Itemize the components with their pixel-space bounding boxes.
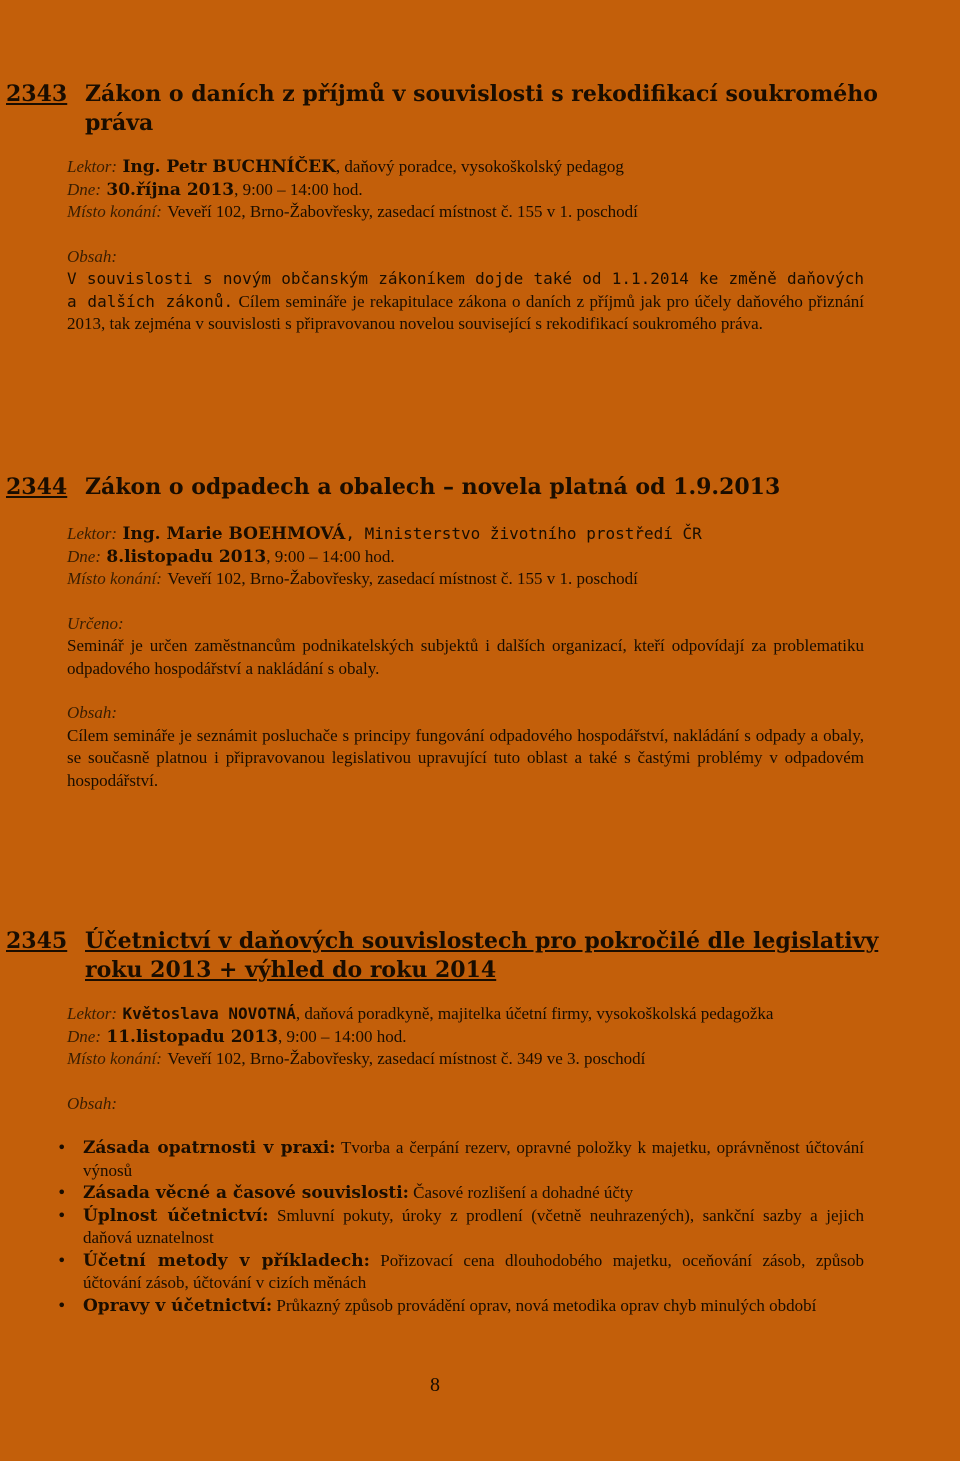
bullet-text: Tvorba a čerpání rezerv, opravné položky k majetku, oprávněnost účtování výnosů xyxy=(83,1138,864,1180)
bullet-text: Smluvní pokuty, úroky z prodlení (včetně neuhrazených), sankční sazby a jejich daňová uznatelnost xyxy=(83,1205,864,1247)
date-time: , 9:00 – 14:00 hod. xyxy=(234,179,363,199)
content-label: Obsah: xyxy=(67,703,118,722)
section-heading xyxy=(0,80,960,138)
course-title: Účetnictví v daňových souvislostech pro pokročilé dle legislativy roku 2013 + výhled do roku 2014 xyxy=(85,928,879,983)
lector-label: Lektor: xyxy=(67,157,118,176)
course-title: Zákon o odpadech a obalech – novela platná od 1.9.2013 xyxy=(85,474,781,500)
list-item xyxy=(57,1250,864,1295)
bullet-head: Účetní metody v příkladech: xyxy=(83,1250,370,1271)
place-label: Místo konání: xyxy=(67,569,162,588)
lector-info: , daňový poradce, vysokoškolský pedagog xyxy=(335,157,624,176)
list-item xyxy=(57,1205,864,1250)
lector-info: , Ministerstvo životního prostředí ČR xyxy=(345,524,702,543)
lector-line xyxy=(67,1003,864,1026)
date-value: 8.listopadu 2013 xyxy=(106,546,267,567)
content-text-b: Cílem semináře je rekapitulace zákona o daních z příjmů jak pro účely daňového přiznání 2013, tak zejména v souvislosti s připravovanou novelou související s rekodifikací soukromého práva. xyxy=(67,291,864,333)
place-value: Veveří 102, Brno-Žabovřesky, zasedací místnost č. 155 v 1. poschodí xyxy=(167,569,638,588)
bullet-head: Zásada opatrnosti v praxi: xyxy=(83,1138,336,1158)
date-time: , 9:00 – 14:00 hod. xyxy=(266,546,395,566)
bullet-head: Opravy v účetnictví: xyxy=(83,1295,273,1316)
course-number: 2343 xyxy=(6,81,68,107)
section-heading xyxy=(0,927,960,985)
place-value: Veveří 102, Brno-Žabovřesky, zasedací místnost č. 155 v 1. poschodí xyxy=(167,202,638,221)
lector-info: , daňová poradkyně, majitelka účetní firmy, vysokoškolská pedagožka xyxy=(295,1004,774,1023)
list-item xyxy=(57,1137,864,1182)
bullet-text: Časové rozlišení a dohadné účty xyxy=(408,1183,634,1202)
course-number: 2344 xyxy=(6,474,68,500)
target-text: Seminář je určen zaměstnancům podnikatelských subjektů i dalších organizací, kteří odpovídají za problematiku odpadového hospodářství a nakládání s obaly. xyxy=(67,636,864,678)
section-2343 xyxy=(0,80,960,336)
date-line xyxy=(67,179,864,202)
place-label: Místo konání: xyxy=(67,1049,162,1068)
section-heading xyxy=(0,473,960,502)
course-title: Zákon o daních z příjmů v souvislosti s rekodifikací soukromého práva xyxy=(85,81,878,136)
content-text: Cílem semináře je seznámit posluchače s principy fungování odpadového hospodářství, nakládání s odpady a obaly, se současně platnou i připravovanou legislativou upravující tuto oblast a také s častými problémy v odpadovém hospodářství. xyxy=(67,725,864,790)
bullet-icon: • xyxy=(57,1205,67,1225)
place-line xyxy=(67,568,864,591)
content-label: Obsah: xyxy=(67,1093,118,1113)
lector-line xyxy=(67,523,864,546)
section-body xyxy=(67,523,864,792)
lector-name: Ing. Marie BOEHMOVÁ xyxy=(122,524,346,544)
date-label: Dne: xyxy=(67,179,101,199)
bullet-head: Zásada věcné a časové souvislosti: xyxy=(83,1183,409,1203)
bullet-text: Průkazný způsob provádění oprav, nová metodika oprav chyb minulých období xyxy=(272,1295,817,1315)
list-item xyxy=(57,1295,864,1318)
place-value: Veveří 102, Brno-Žabovřesky, zasedací místnost č. 349 ve 3. poschodí xyxy=(167,1049,646,1068)
course-number: 2345 xyxy=(6,928,68,954)
bullet-icon: • xyxy=(57,1138,67,1157)
bullet-text: Pořizovací cena dlouhodobého majetku, oceňování zásob, způsob účtování zásob, účtování v cizích měnách xyxy=(83,1250,864,1292)
content-bullet-list xyxy=(57,1137,864,1317)
date-label: Dne: xyxy=(67,546,101,566)
bullet-icon: • xyxy=(57,1183,67,1202)
content-text xyxy=(67,268,864,336)
place-line xyxy=(67,1048,864,1071)
date-line xyxy=(67,1026,864,1049)
section-body xyxy=(67,156,864,336)
lector-line xyxy=(67,156,864,179)
date-time: , 9:00 – 14:00 hod. xyxy=(278,1026,407,1046)
date-value: 30.října 2013 xyxy=(106,179,235,200)
lector-name: Ing. Petr BUCHNÍČEK xyxy=(122,157,336,177)
content-text-a: V souvislosti s novým občanským zákoníkem dojde také od 1.1.2014 ke změně daňových a dalších zákonů. xyxy=(67,269,864,311)
date-line xyxy=(67,546,864,569)
lector-name: Květoslava NOVOTNÁ xyxy=(122,1004,296,1023)
lector-label: Lektor: xyxy=(67,1004,118,1023)
place-label: Místo konání: xyxy=(67,202,162,221)
list-item xyxy=(57,1182,864,1205)
date-label: Dne: xyxy=(67,1026,101,1046)
date-value: 11.listopadu 2013 xyxy=(106,1026,279,1047)
section-2344 xyxy=(0,473,960,792)
content-label: Obsah: xyxy=(67,246,118,266)
lector-label: Lektor: xyxy=(67,524,118,543)
section-body xyxy=(57,1003,864,1317)
bullet-head: Úplnost účetnictví: xyxy=(83,1205,269,1226)
section-2345 xyxy=(0,927,960,1317)
place-line xyxy=(67,201,864,224)
bullet-icon: • xyxy=(57,1295,67,1315)
bullet-icon: • xyxy=(57,1250,67,1270)
page-number: 8 xyxy=(430,1374,440,1396)
target-label: Určeno: xyxy=(67,613,124,633)
